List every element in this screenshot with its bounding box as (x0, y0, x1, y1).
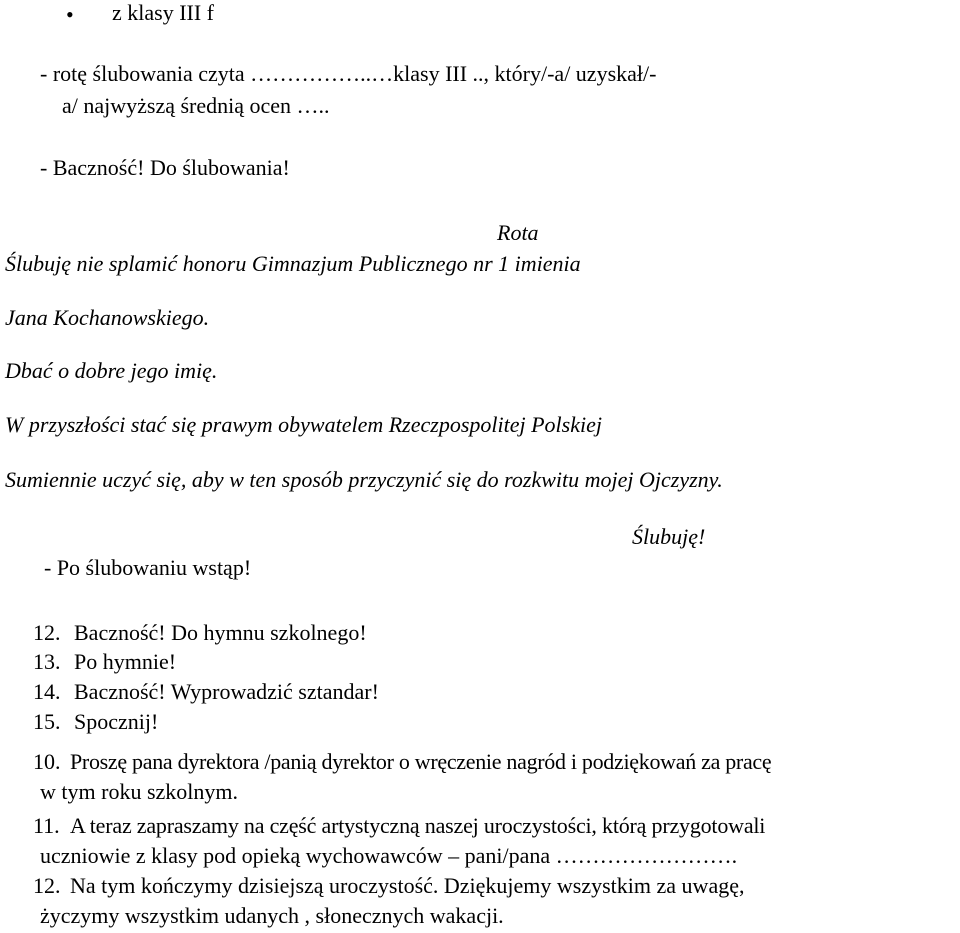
bullet-item-text: z klasy III f (112, 0, 215, 25)
rota-intro-line-1: - rotę ślubowania czyta ……………..…klasy III .., który/-a/ uzyskał/- (40, 61, 657, 86)
list-item-text: Spocznij! (74, 709, 159, 734)
long-item-line-2: życzymy wszystkim udanych , słonecznych wakacji. (40, 903, 504, 928)
rota-line: W przyszłości stać się prawym obywatelem Rzeczpospolitej Polskiej (5, 412, 602, 437)
rota-intro-line-2: a/ najwyższą średnią ocen ….. (62, 93, 330, 118)
command-after-oath: - Po ślubowaniu wstąp! (44, 555, 252, 580)
rota-response: Ślubuję! (632, 524, 706, 549)
list-item-number: 14. (33, 679, 61, 704)
list-item (33, 620, 367, 646)
long-item-line-1: Proszę pana dyrektora /panią dyrektor o wręczenie nagród i podziękowań za pracę (70, 749, 772, 774)
rota-line: Jana Kochanowskiego. (5, 305, 210, 330)
long-item-number: 11. (33, 813, 60, 838)
list-item (33, 649, 176, 675)
rota-line: Ślubuję nie splamić honoru Gimnazjum Publicznego nr 1 imienia (5, 251, 581, 276)
rota-line: Sumiennie uczyć się, aby w ten sposób przyczynić się do rozkwitu mojej Ojczyzny. (5, 467, 723, 492)
long-item-line-1: A teraz zapraszamy na część artystyczną naszej uroczystości, którą przygotowali (70, 813, 766, 838)
list-item (33, 709, 158, 735)
rota-line: Dbać o dobre jego imię. (5, 358, 218, 383)
long-item-line-2: w tym roku szkolnym. (40, 779, 238, 804)
list-item (33, 679, 379, 705)
list-item-text: Baczność! Do hymnu szkolnego! (74, 620, 367, 645)
long-item-line-1: Na tym kończymy dzisiejszą uroczystość. Dziękujemy wszystkim za uwagę, (70, 873, 745, 898)
list-item-number: 15. (33, 709, 61, 734)
bullet-icon: • (66, 2, 74, 27)
long-item-line-2: uczniowie z klasy pod opieką wychowawców – pani/pana ……………………. (40, 843, 738, 868)
list-item-number: 12. (33, 620, 61, 645)
list-item-text: Po hymnie! (74, 649, 177, 674)
long-item-number: 12. (33, 873, 61, 898)
list-item-number: 13. (33, 649, 61, 674)
rota-title: Rota (497, 220, 539, 245)
command-attention-oath: - Baczność! Do ślubowania! (40, 155, 290, 180)
long-item-number: 10. (33, 749, 61, 774)
list-item-text: Baczność! Wyprowadzić sztandar! (74, 679, 379, 704)
